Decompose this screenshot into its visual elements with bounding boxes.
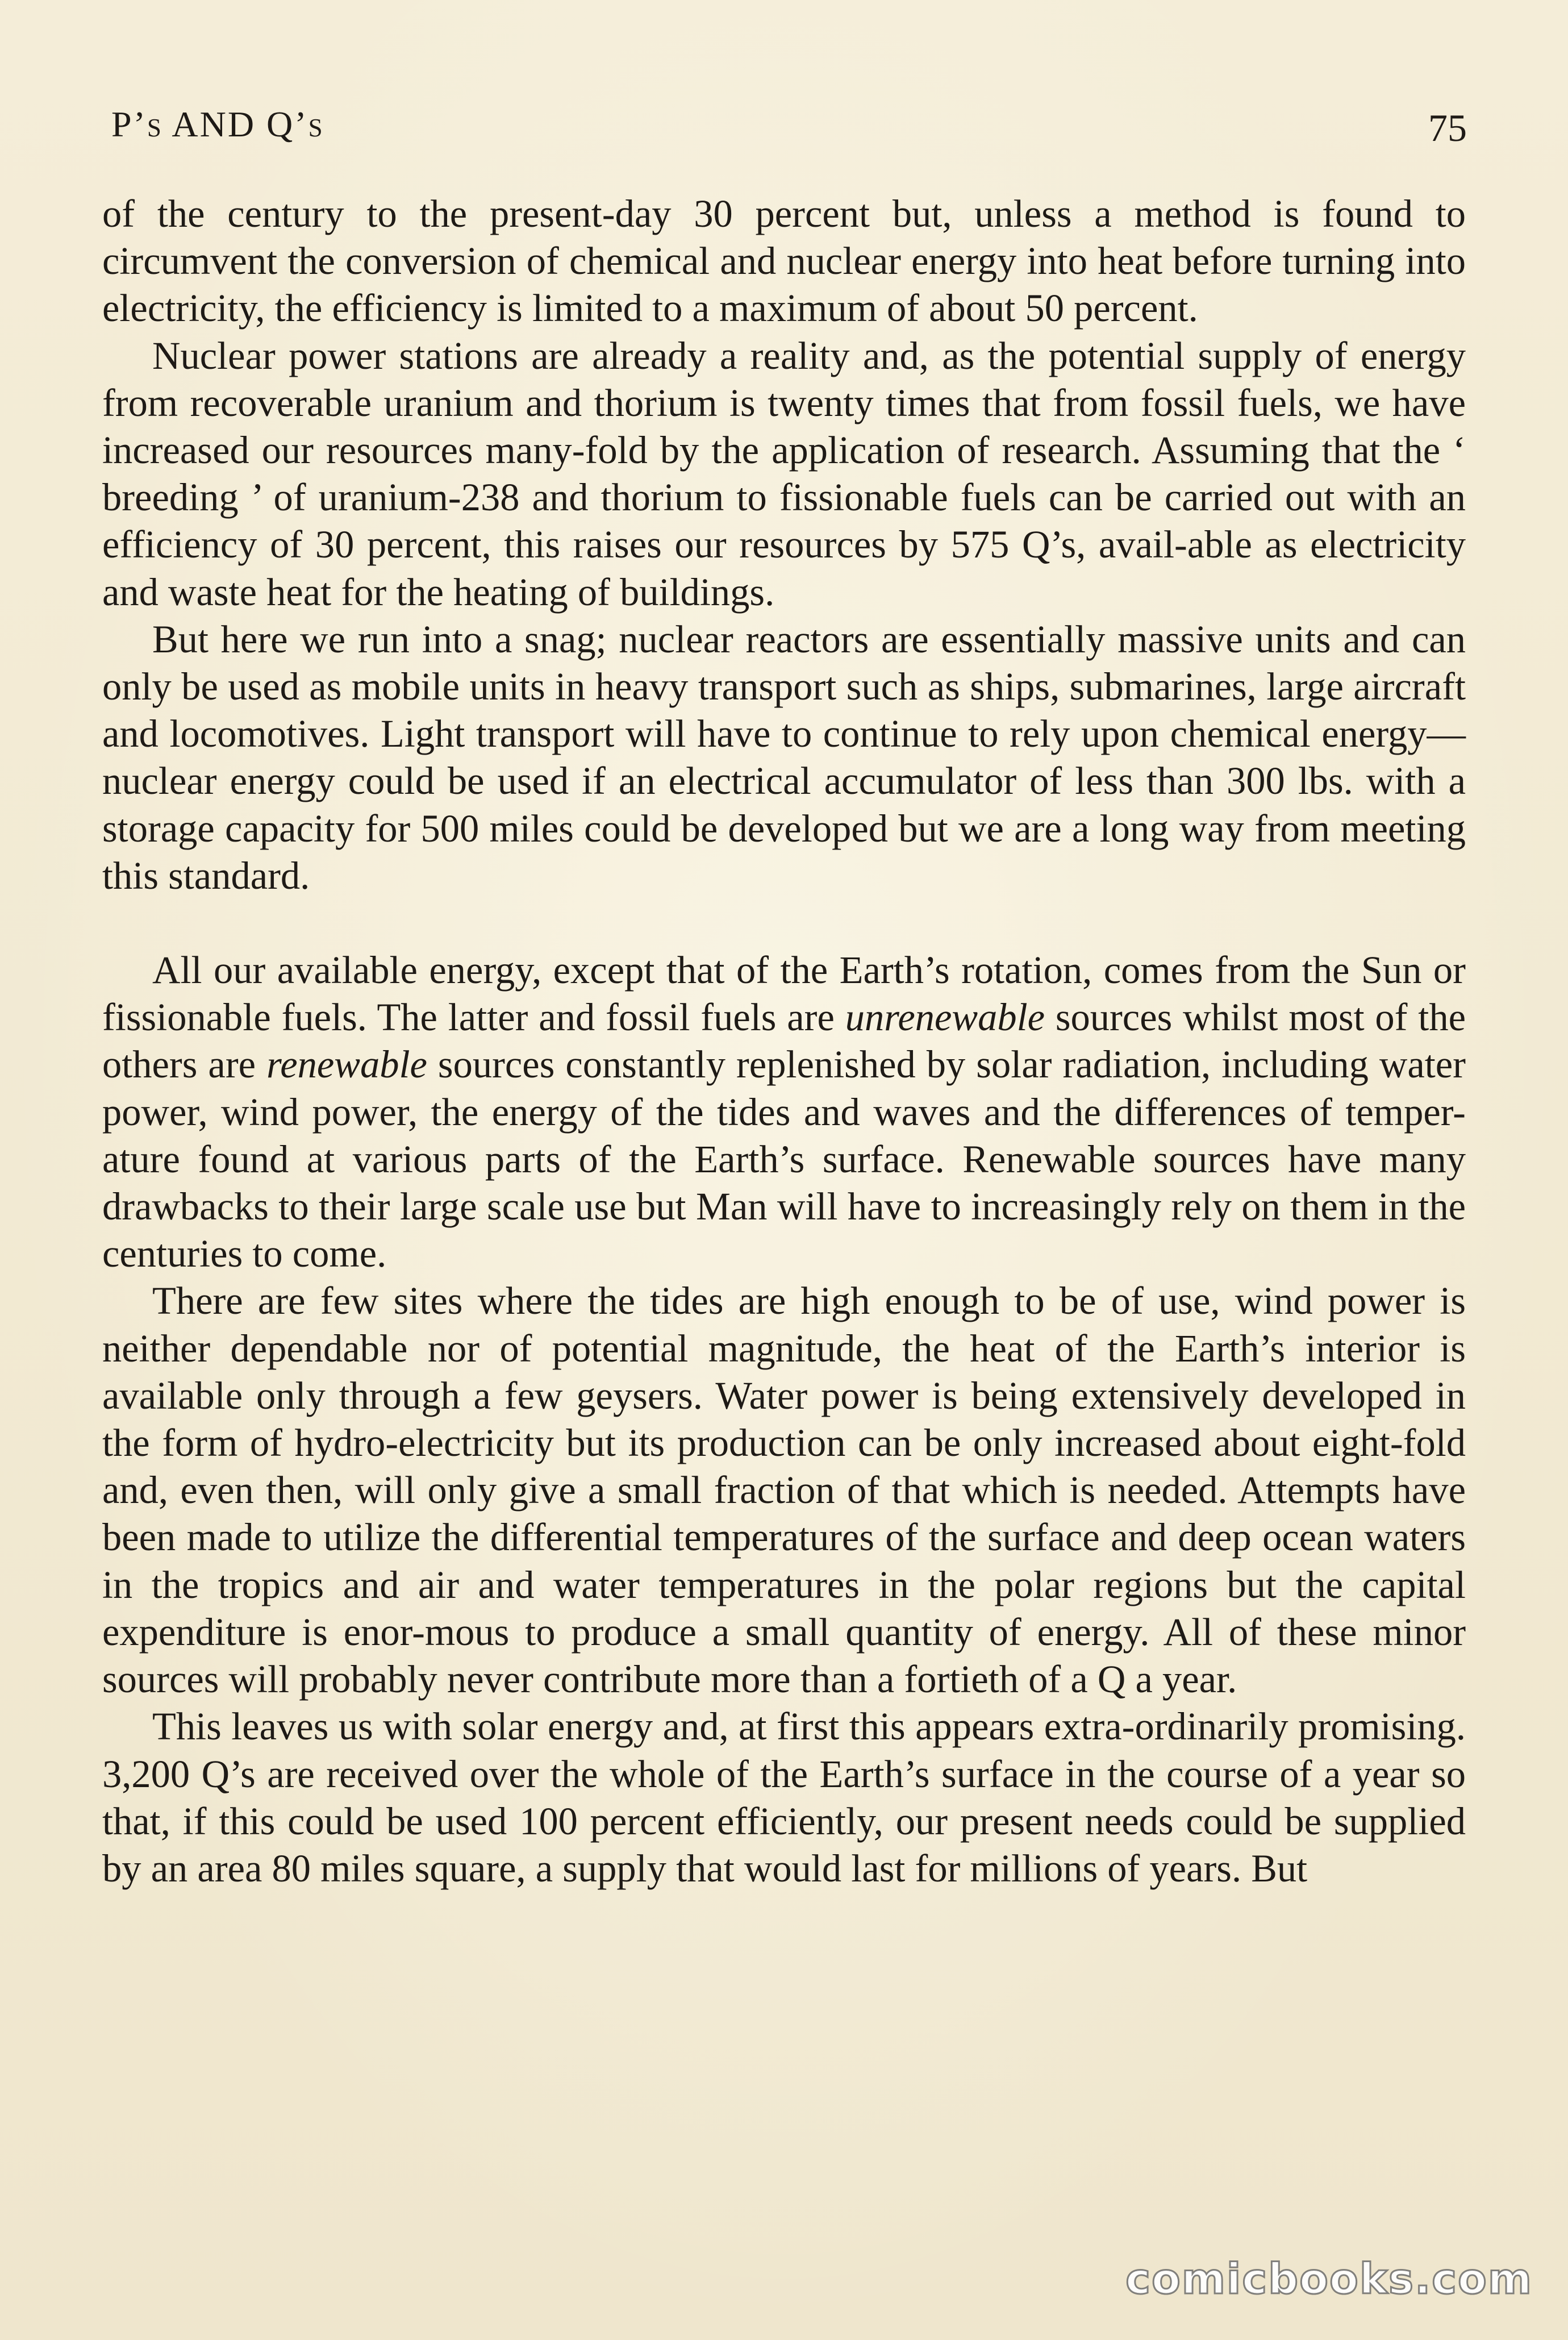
paragraph-4	[102, 947, 1466, 1277]
italic-renewable: renewable	[266, 1043, 427, 1086]
paragraph-5: There are few sites where the tides are high enough to be of use, wind power is neither dependable nor of potential magnitude, the heat of the Earth’s interior is available only through a few geysers. Water power is being extensively developed in the form of hydro-electricity but its production can be only increased about eight-fold and, even then, will only give a small fraction of that which is needed. Attempts have been made to utilize the differential temperatures of the surface and deep ocean waters in the tropics and air and water temperatures in the polar regions but the capital expenditure is enor-mous to produce a small quantity of energy. All of these minor sources will probably never contribute more than a fortieth of a Q a year.	[102, 1279, 1466, 1701]
running-head: P’s AND Q’s	[111, 104, 324, 144]
paragraph-1: of the century to the present-day 30 percent but, unless a method is found to circumvent the conversion of chemical and nuclear energy into heat before turning into electricity, the efficiency is limited to a maximum of about 50 percent.	[102, 192, 1466, 330]
section-break	[102, 900, 1466, 947]
paragraph-6: This leaves us with solar energy and, at first this appears extra-ordinarily promising. 3,200 Q’s are received over the whole of the Earth’s surface in the course of a year so that, if this could be used 100 percent efficiently, our present needs could be supplied by an area 80 miles square, a supply that would last for millions of years. But	[102, 1705, 1466, 1890]
paragraph-4-part-1: All our available energy, except that of the Earth’s rotation, comes from the Sun or fissionable fuels. The latter and fossil fuels are	[102, 948, 1466, 1039]
paragraph-4-part-5: sources constantly replenished by solar radiation, including water power, wind power, the energy of the tides and waves and the differences of temper-ature found at various parts of the Earth’s surface. Renewable sources have many drawbacks to their large scale use but Man will have to increasingly rely on them in the centuries to come.	[102, 1043, 1466, 1276]
italic-unrenewable: unrenewable	[845, 996, 1045, 1039]
paragraph-2: Nuclear power stations are already a reality and, as the potential supply of energy from recoverable uranium and thorium is twenty times that from fossil fuels, we have increased our resources many-fold by the application of research. Assuming that the ‘ breeding ’ of uranium-238 and thorium to fissionable fuels can be carried out with an efficiency of 30 percent, this raises our resources by 575 Q’s, avail-able as electricity and waste heat for the heating of buildings.	[102, 334, 1466, 614]
body-text	[102, 190, 1466, 1892]
paragraph-4-part-3: sources whilst most of the others are	[102, 996, 1466, 1086]
paragraph-3: But here we run into a snag; nuclear reactors are essentially massive units and can only be used as mobile units in heavy transport such as ships, submarines, large aircraft and locomotives. Light transport will have to continue to rely upon chemical energy—nuclear energy could be used if an electrical accumulator of less than 300 lbs. with a storage capacity for 500 miles could be developed but we are a long way from meeting this standard.	[102, 617, 1466, 897]
watermark-logo: comicbooks.com	[1125, 2255, 1533, 2304]
page-number: 75	[1428, 106, 1467, 149]
